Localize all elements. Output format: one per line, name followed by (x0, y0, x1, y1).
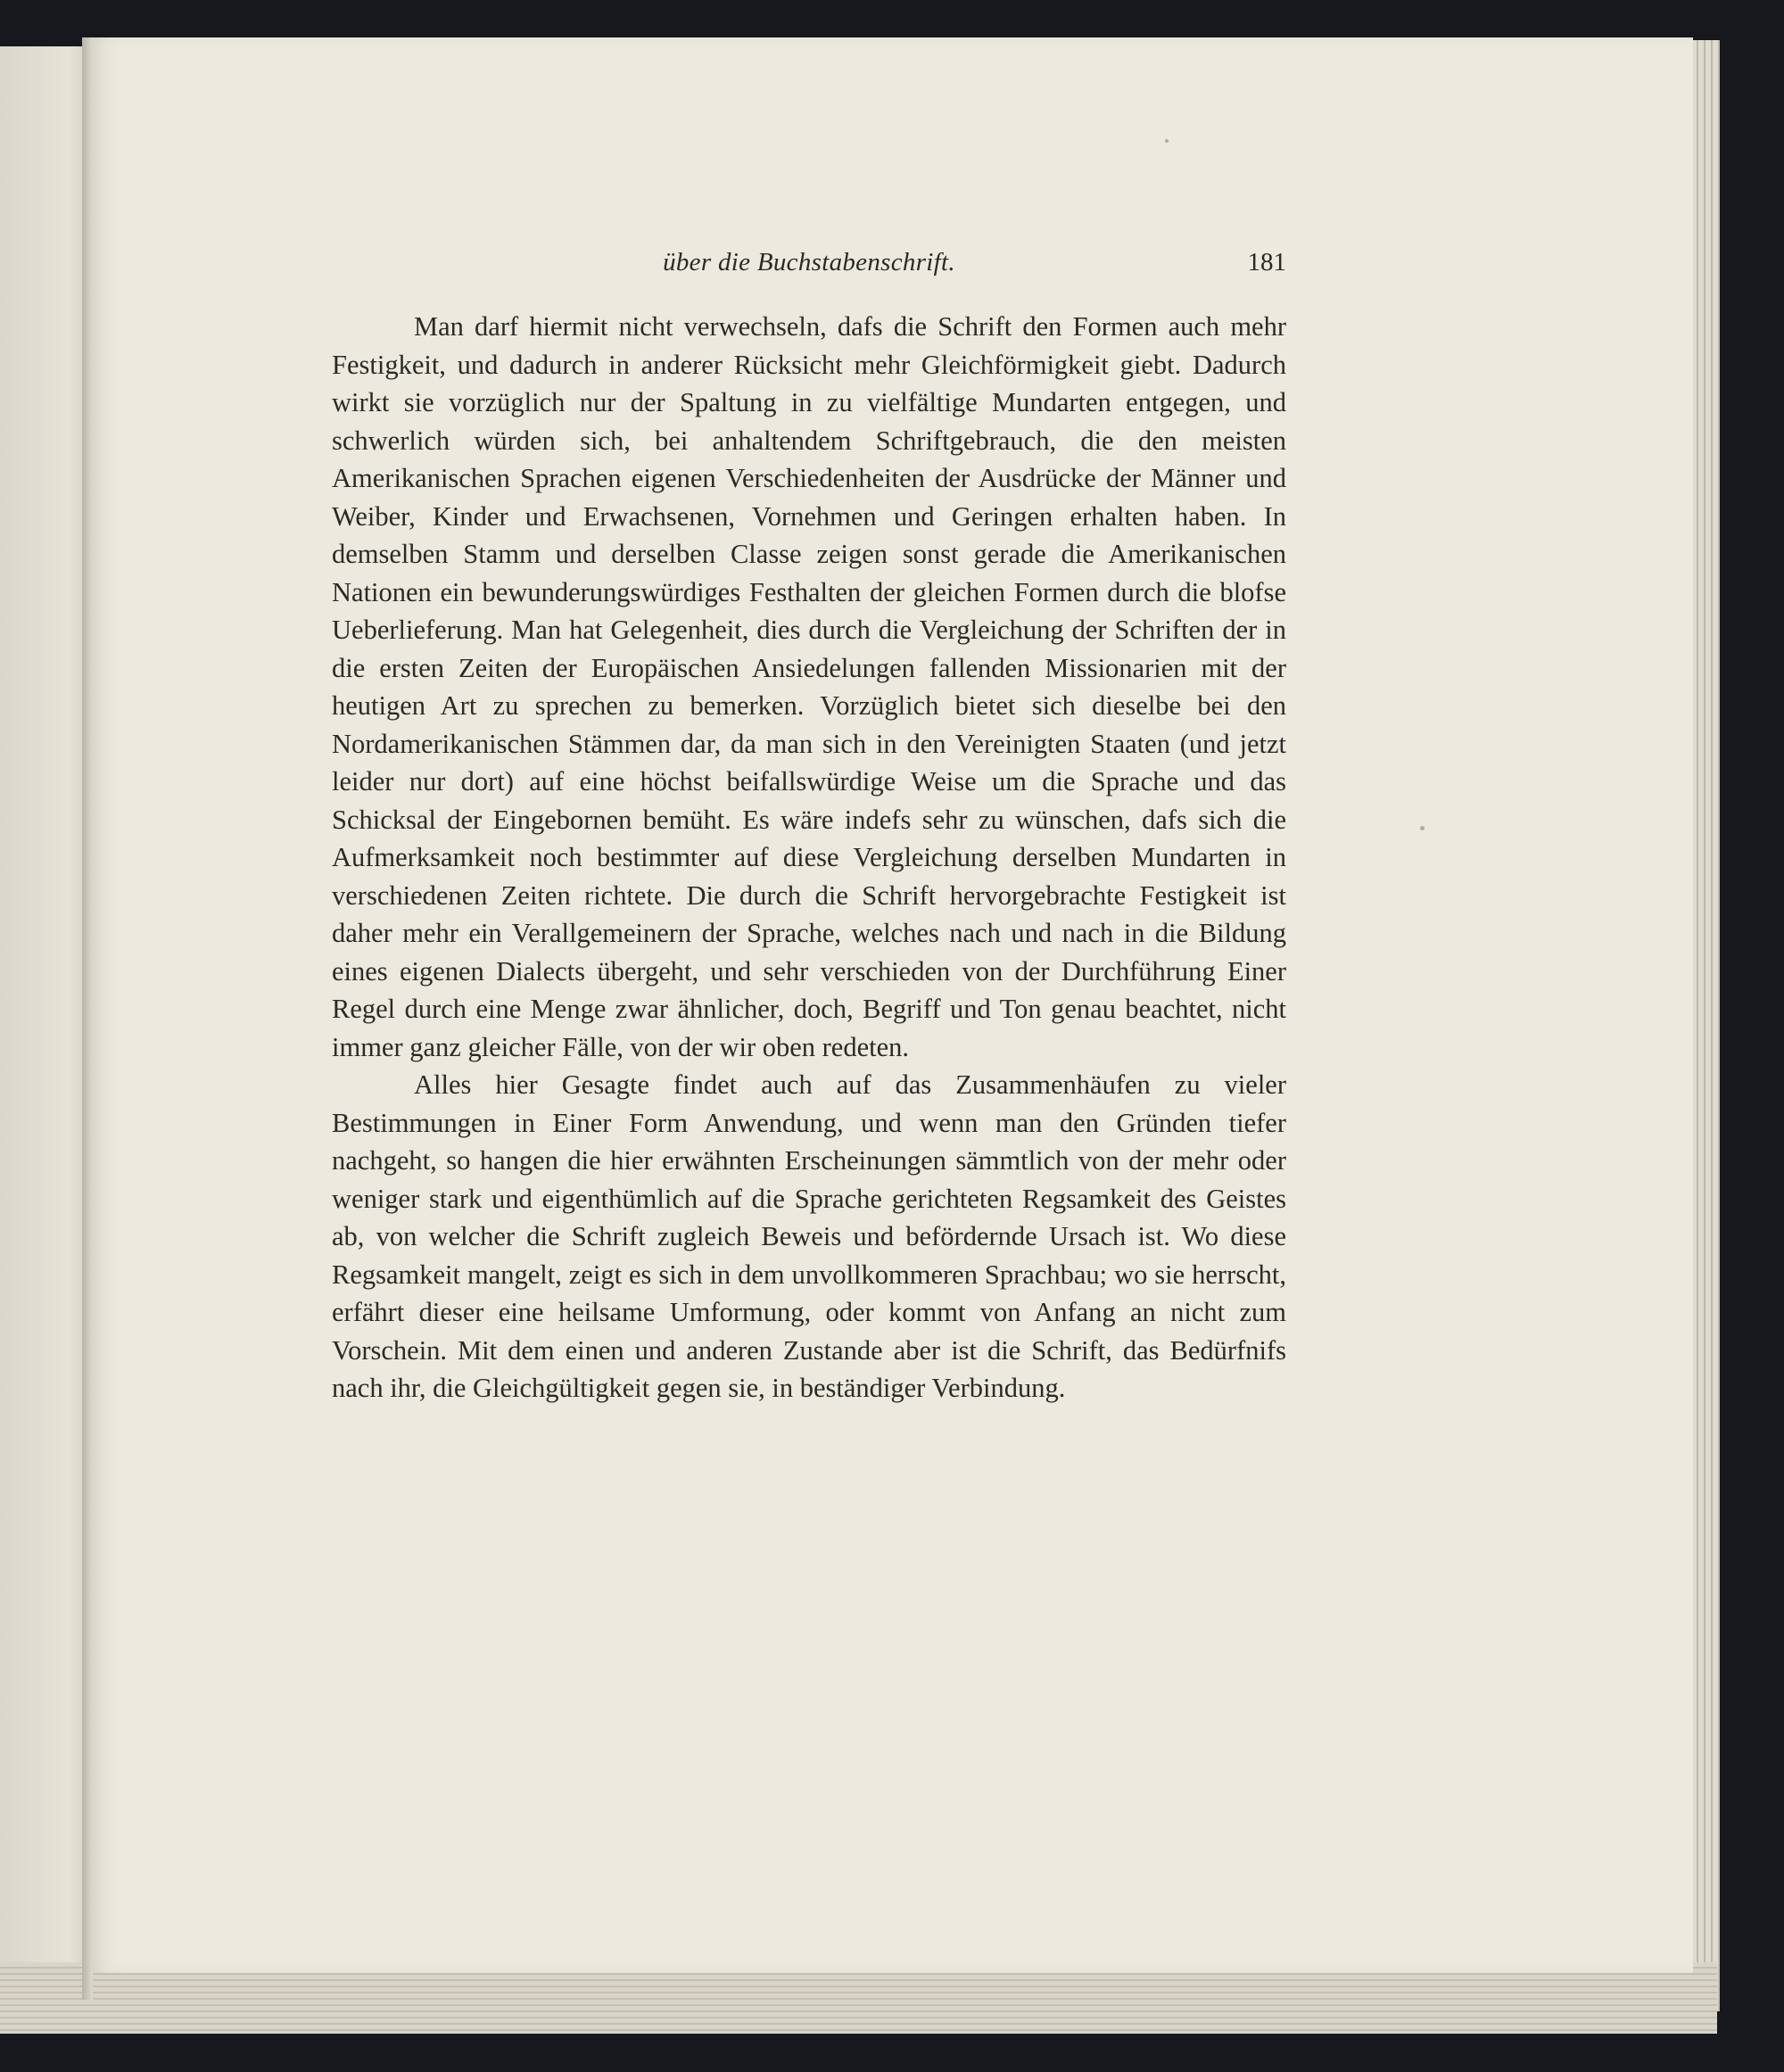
paper-speck (1165, 139, 1169, 143)
paper-speck (1420, 826, 1425, 830)
body-text (332, 308, 1286, 1407)
paragraph: Man darf hiermit nicht verwechseln, dafs die Schrift den Formen auch mehr Festigkeit, und dadurch in anderer Rücksicht mehr Gleichförmigkeit giebt. Dadurch wirkt sie vorzüglich nur der Spaltung in zu vielfältige Mundarten entgegen, und schwerlich würden sich, bei anhaltendem Schriftgebrauch, die den meisten Amerikanischen Sprachen eigenen Verschiedenheiten der Ausdrücke der Männer und Weiber, Kinder und Erwachsenen, Vornehmen und Geringen erhalten haben. In demselben Stamm und derselben Classe zeigen sonst gerade die Amerikanischen Nationen ein bewunderungswürdiges Festhalten der gleichen Formen durch die blofse Ueberlieferung. Man hat Gelegenheit, dies durch die Vergleichung der Schriften der in die ersten Zeiten der Europäischen Ansiedelungen fallenden Missionarien mit der heutigen Art zu sprechen zu bemerken. Vorzüglich bietet sich dieselbe bei den Nordamerikanischen Stämmen dar, da man sich in den Vereinigten Staaten (und jetzt leider nur dort) auf eine höchst beifallswürdige Weise um die Sprache und das Schicksal der Eingebornen bemüht. Es wäre indefs sehr zu wünschen, dafs sich die Aufmerksamkeit noch bestimmter auf diese Vergleichung derselben Mundarten in verschiedenen Zeiten richtete. Die durch die Schrift hervorgebrachte Festigkeit ist daher mehr ein Verallgemeinern der Sprache, welches nach und nach in die Bildung eines eigenen Dialects übergeht, und sehr verschieden von der Durchführung Einer Regel durch eine Menge zwar ähnlicher, doch, Begriff und Ton genau beachtet, nicht immer ganz gleicher Fälle, von der wir oben redeten. (332, 311, 1286, 1062)
page-header (332, 248, 1286, 293)
page-edges-bottom (0, 1962, 1717, 2034)
page-number: 181 (1247, 248, 1286, 277)
running-head: über die Buchstabenschrift. (663, 248, 955, 277)
paragraph: Alles hier Gesagte findet auch auf das Zusammenhäufen zu vieler Bestimmungen in Einer Form Anwendung, und wenn man den Gründen tiefer nachgeht, so hangen die hier erwähnten Erscheinungen sämmtlich von der mehr oder weniger stark und eigenthümlich auf die Sprache gerichteten Regsamkeit des Geistes ab, von welcher die Schrift zugleich Beweis und befördernde Ursach ist. Wo diese Regsamkeit mangelt, zeigt es sich in dem unvollkommeren Sprachbau; wo sie herrscht, erfährt dieser eine heilsame Umformung, oder kommt von Anfang an nicht zum Vorschein. Mit dem einen und anderen Zustande aber ist die Schrift, das Bedürfnifs nach ihr, die Gleichgültigkeit gegen sie, in beständiger Verbindung. (332, 1069, 1286, 1403)
binding-gutter (82, 37, 93, 2000)
